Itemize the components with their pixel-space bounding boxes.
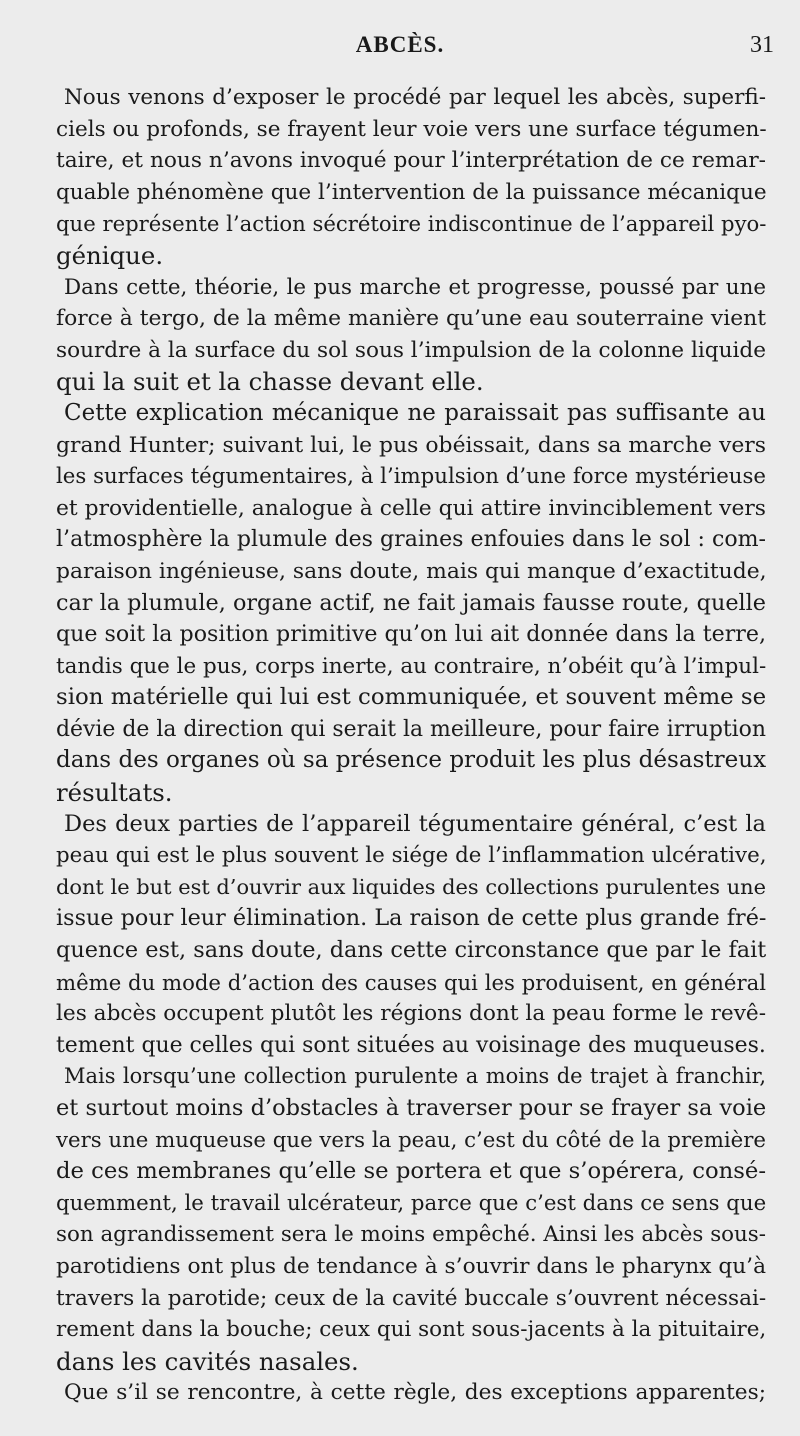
text-line: vers une muqueuse que vers la peau, c’est du côté de la première	[56, 1127, 766, 1153]
text-line: rement dans la bouche; ceux qui sont sous-jacents à la pituitaire,	[56, 1317, 767, 1343]
text-line: les surfaces tégumentaires, à l’impulsion d’une force mystérieuse	[56, 464, 766, 490]
paragraph	[56, 82, 766, 272]
text-line: grand Hunter; suivant lui, le pus obéissait, dans sa marche vers	[56, 432, 766, 458]
text-line: tement que celles qui sont situées au voisinage des muqueuses.	[56, 1032, 766, 1058]
text-line: sourdre à la surface du sol sous l’impulsion de la colonne liquide	[56, 337, 766, 363]
text-line: tandis que le pus, corps inerte, au contraire, n’obéit qu’à l’impul-	[56, 653, 767, 679]
text-line: Que s’il se rencontre, à cette règle, des exceptions apparentes;	[64, 1380, 766, 1406]
text-line: quable phénomène que l’intervention de la puissance mécanique	[56, 179, 767, 205]
text-line: dévie de la direction qui serait la meilleure, pour faire irruption	[56, 716, 766, 742]
text-line: quence est, sans doute, dans cette circonstance que par le fait	[56, 937, 767, 964]
text-line: travers la parotide; ceux de la cavité buccale s’ouvrent nécessai-	[56, 1285, 767, 1311]
text-line: génique.	[56, 240, 164, 270]
page-header	[0, 28, 800, 62]
paragraph	[56, 398, 766, 809]
page-number: 31	[750, 32, 774, 58]
paragraph	[56, 1377, 766, 1409]
text-line: que représente l’action sécrétoire indiscontinue de l’appareil pyo-	[56, 211, 767, 237]
text-line: Nous venons d’exposer le procédé par lequel les abcès, superfi-	[64, 85, 766, 110]
text-line: qui la suit et la chasse devant elle.	[56, 367, 484, 397]
text-line: de ces membranes qu’elle se portera et que s’opérera, consé-	[56, 1158, 767, 1185]
text-line: Dans cette, théorie, le pus marche et progresse, poussé par une	[64, 274, 766, 300]
text-line: ciels ou profonds, se frayent leur voie vers une surface tégumen-	[56, 116, 767, 142]
text-line: l’atmosphère la plumule des graines enfouies dans le sol : com-	[56, 527, 766, 553]
text-line: dans des organes où sa présence produit les plus désastreux	[56, 747, 767, 774]
running-title: ABCÈS.	[355, 32, 445, 57]
text-line: et surtout moins d’obstacles à traverser pour se frayer sa voie	[56, 1095, 767, 1121]
text-line: résultats.	[56, 778, 173, 808]
text-line: issue pour leur élimination. La raison de cette plus grande fré-	[56, 905, 767, 932]
text-line: quemment, le travail ulcérateur, parce que c’est dans ce sens que	[56, 1190, 767, 1216]
text-line: car la plumule, organe actif, ne fait jamais fausse route, quelle	[56, 589, 766, 616]
text-line: dans les cavités nasales.	[56, 1346, 359, 1376]
text-line: Des deux parties de l’appareil tégumentaire général, c’est la	[64, 810, 766, 837]
text-line: son agrandissement sera le moins empêché. Ainsi les abcès sous-	[56, 1222, 766, 1248]
paragraph	[56, 809, 766, 1062]
text-line: Mais lorsqu’une collection purulente a moins de trajet à franchir,	[64, 1064, 766, 1089]
text-line: que soit la position primitive qu’on lui ait donnée dans la terre,	[56, 621, 766, 648]
text-line: peau qui est le plus souvent le siége de l’inflammation ulcérative,	[56, 843, 767, 869]
text-line: Cette explication mécanique ne paraissait pas suffisante au	[64, 399, 766, 426]
text-line: taire, et nous n’avons invoqué pour l’interprétation de ce remar-	[56, 148, 766, 174]
text-line: paraison ingénieuse, sans doute, mais qui manque d’exactitude,	[56, 558, 767, 584]
body-text	[56, 82, 766, 1409]
text-line: force à tergo, de la même manière qu’une eau souterraine vient	[56, 306, 767, 332]
text-line: dont le but est d’ouvrir aux liquides des collections purulentes une	[56, 874, 766, 899]
paragraph	[56, 272, 766, 398]
text-line: et providentielle, analogue à celle qui attire invinciblement vers	[56, 495, 766, 521]
text-line: parotidiens ont plus de tendance à s’ouvrir dans le pharynx qu’à	[56, 1253, 766, 1279]
text-line: les abcès occupent plutôt les régions dont la peau forme le revê-	[56, 1001, 767, 1027]
paragraph	[56, 1061, 766, 1377]
text-line: même du mode d’action des causes qui les produisent, en général	[56, 969, 766, 995]
text-line: sion matérielle qui lui est communiquée, et souvent même se	[56, 684, 767, 711]
